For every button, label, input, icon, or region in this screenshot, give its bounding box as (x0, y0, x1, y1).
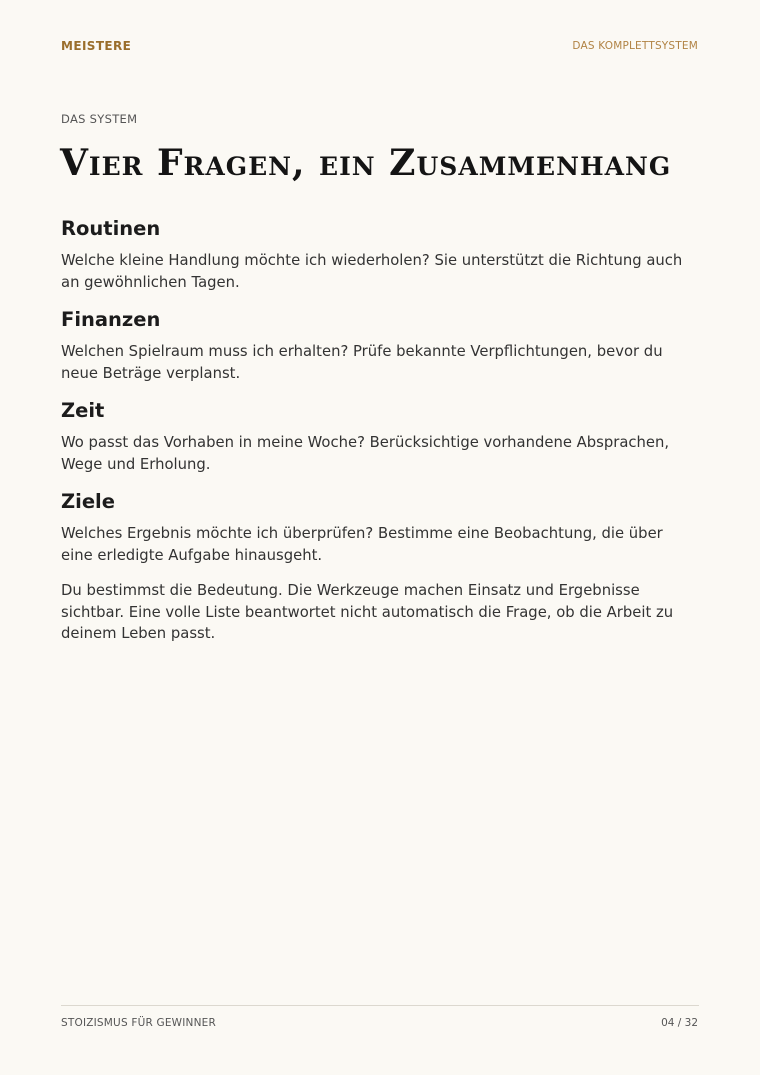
eyebrow-label: DAS SYSTEM (61, 112, 138, 126)
section-label: DAS KOMPLETTSYSTEM (572, 40, 698, 52)
section-finanzen (61, 307, 691, 384)
footer-book-title: STOIZISMUS FÜR GEWINNER (61, 1017, 216, 1029)
section-text: Welches Ergebnis möchte ich überprüfen? Bestimme eine Beobachtung, die über eine erledigte Aufgabe hinausgeht. (61, 525, 663, 564)
section-text: Welche kleine Handlung möchte ich wiederholen? Sie unterstützt die Richtung auch an gewöhnlichen Tagen. (61, 252, 683, 291)
section-heading: Ziele (61, 490, 115, 513)
section-ziele (61, 489, 691, 566)
section-text: Wo passt das Vorhaben in meine Woche? Berücksichtige vorhandene Absprachen, Wege und Erholung. (61, 434, 670, 473)
section-text: Welchen Spielraum muss ich erhalten? Prüfe bekannte Verpflichtungen, bevor du neue Beträge verplanst. (61, 343, 663, 382)
brand-label: MEISTERE (61, 39, 132, 53)
section-routinen (61, 216, 691, 293)
section-heading: Routinen (61, 217, 161, 240)
page-title: Vier Fragen, ein Zusammenhang (60, 142, 672, 184)
section-zeit (61, 398, 691, 475)
closing-paragraph: Du bestimmst die Bedeutung. Die Werkzeuge machen Einsatz und Ergebnisse sichtbar. Eine volle Liste beantwortet nicht automatisch die Frage, ob die Arbeit zu deinem Leben passt. (61, 582, 674, 642)
section-heading: Zeit (61, 399, 105, 422)
footer-divider (61, 1005, 699, 1006)
section-heading: Finanzen (61, 308, 161, 331)
content-body (61, 216, 691, 645)
page-number: 04 / 32 (661, 1017, 698, 1029)
